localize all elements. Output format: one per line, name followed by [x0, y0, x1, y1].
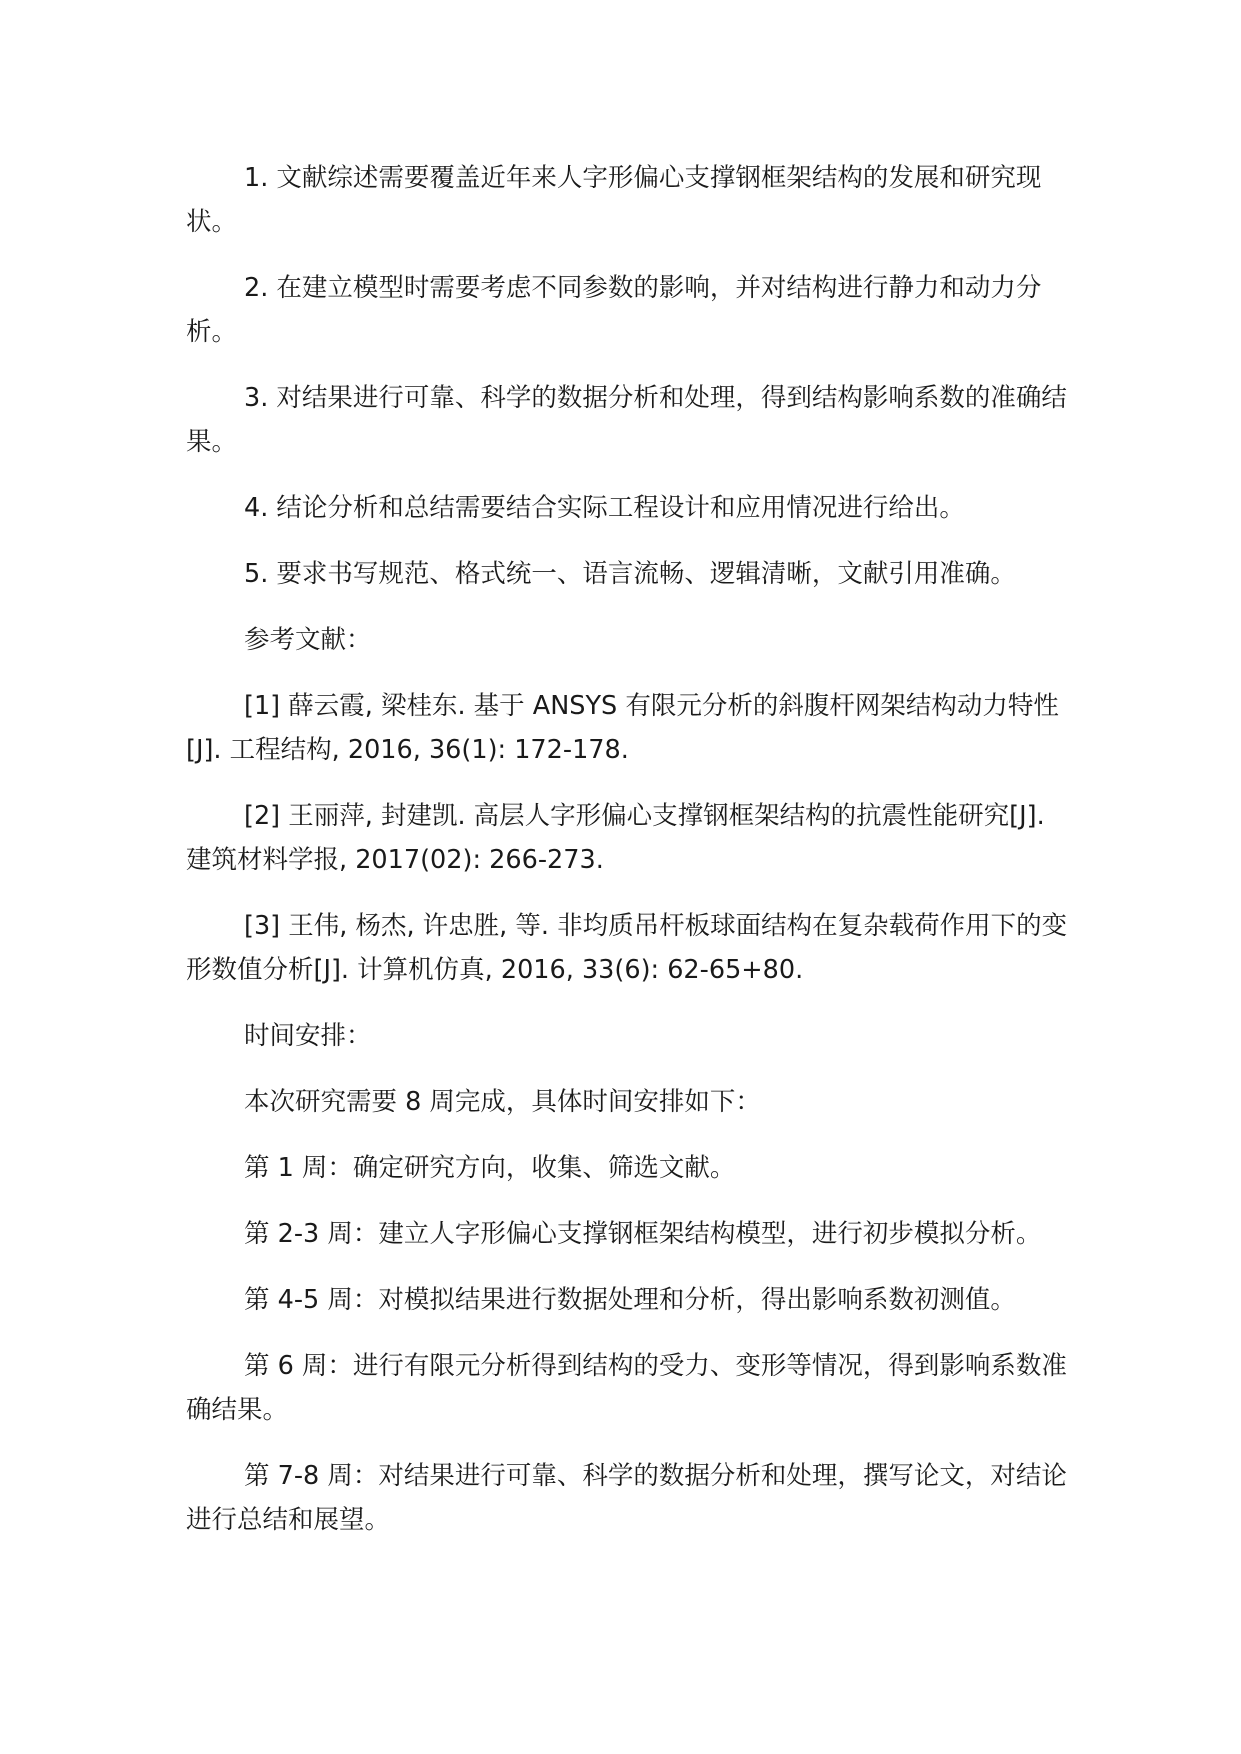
requirement-5: 5. 要求书写规范、格式统一、语言流畅、逻辑清晰，文献引用准确。 [244, 559, 1016, 589]
schedule-heading: 时间安排： [244, 1021, 372, 1051]
requirement-1: 1. 文献综述需要覆盖近年来人字形偏心支撑钢框架结构的发展和研究现状。 [186, 163, 1042, 237]
schedule-week-4-5: 第 4-5 周：对模拟结果进行数据处理和分析，得出影响系数初测值。 [244, 1285, 1016, 1315]
requirement-4: 4. 结论分析和总结需要结合实际工程设计和应用情况进行给出。 [244, 493, 965, 523]
document-body [186, 156, 1076, 1564]
schedule-intro: 本次研究需要 8 周完成，具体时间安排如下： [244, 1087, 761, 1117]
requirement-2: 2. 在建立模型时需要考虑不同参数的影响，并对结构进行静力和动力分析。 [186, 273, 1042, 347]
references-heading: 参考文献： [244, 625, 372, 655]
requirement-3: 3. 对结果进行可靠、科学的数据分析和处理，得到结构影响系数的准确结果。 [186, 383, 1067, 457]
schedule-week-7-8: 第 7-8 周：对结果进行可靠、科学的数据分析和处理，撰写论文，对结论进行总结和展望。 [186, 1461, 1067, 1535]
reference-1: [1] 薛云霞, 梁桂东. 基于 ANSYS 有限元分析的斜腹杆网架结构动力特性[J]. 工程结构, 2016, 36(1): 172-178. [186, 691, 1059, 765]
schedule-week-2-3: 第 2-3 周：建立人字形偏心支撑钢框架结构模型，进行初步模拟分析。 [244, 1219, 1042, 1249]
reference-3: [3] 王伟, 杨杰, 许忠胜, 等. 非均质吊杆板球面结构在复杂载荷作用下的变形数值分析[J]. 计算机仿真, 2016, 33(6): 62-65+80. [186, 911, 1068, 985]
schedule-week-1: 第 1 周：确定研究方向，收集、筛选文献。 [244, 1153, 736, 1183]
reference-2: [2] 王丽萍, 封建凯. 高层人字形偏心支撑钢框架结构的抗震性能研究[J]. 建筑材料学报, 2017(02): 266-273. [186, 801, 1045, 875]
schedule-week-6: 第 6 周：进行有限元分析得到结构的受力、变形等情况，得到影响系数准确结果。 [186, 1351, 1067, 1425]
